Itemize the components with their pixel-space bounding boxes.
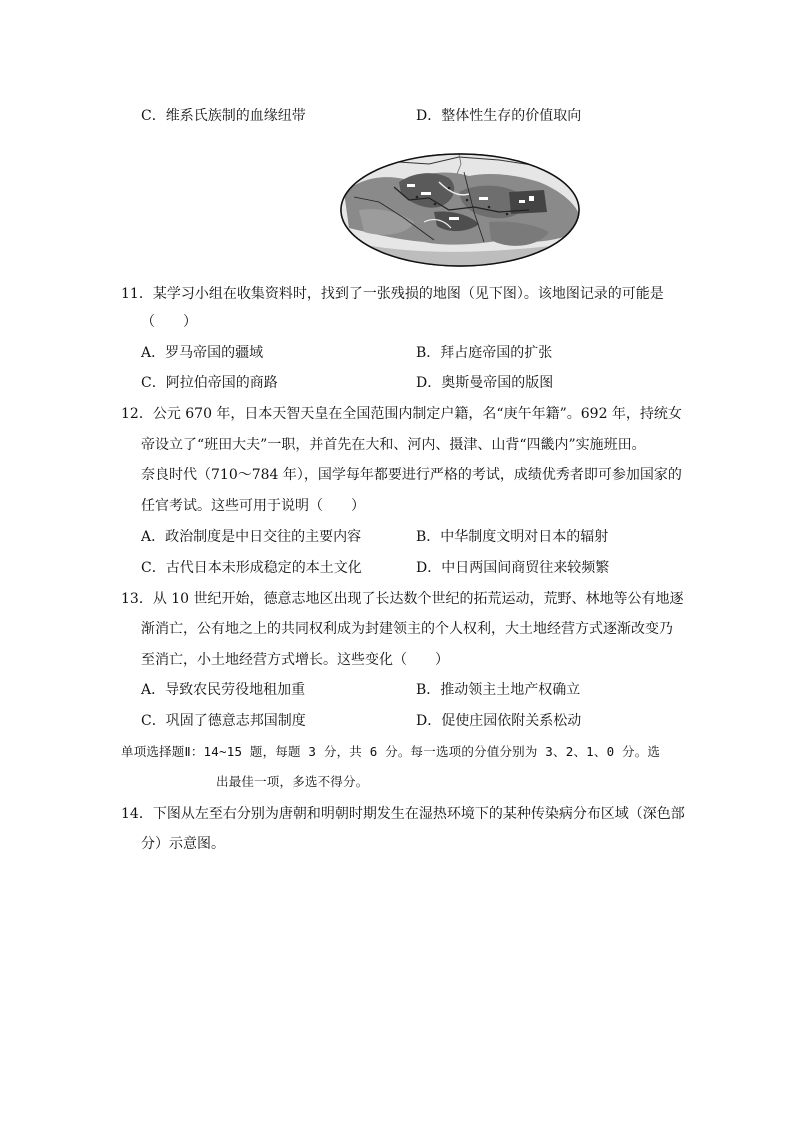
q12-option-c: C．古代日本未形成稳定的本土文化 bbox=[141, 560, 362, 576]
q12-option-b: B．中华制度文明对日本的辐射 bbox=[416, 529, 609, 545]
q10-option-d: D．整体性生存的价值取向 bbox=[416, 108, 582, 124]
q11-option-d: D．奥斯曼帝国的版图 bbox=[416, 375, 554, 391]
q14-stem-line-2: 分）示意图。 bbox=[141, 836, 225, 852]
q11-option-a: A．罗马帝国的疆域 bbox=[141, 345, 264, 361]
q12-option-d: D．中日两国间商贸往来较频繁 bbox=[416, 560, 610, 576]
q13-stem-line-3: 至消亡，小土地经营方式增长。这些变化（ ） bbox=[141, 652, 449, 668]
q13-option-b: B．推动领主土地产权确立 bbox=[416, 682, 581, 698]
q11-stem-line-2: （ ） bbox=[141, 314, 197, 330]
q12-stem-line-2: 帝设立了“班田大夫”一职，并首先在大和、河内、摄津、山背“四畿内”实施班田。 bbox=[141, 437, 646, 453]
q12-stem-line-1: 12．公元 670 年，日本天智天皇在全国范围内制定户籍，名“庚午年籍”。692 年，持统女 bbox=[121, 406, 682, 422]
q12-stem-line-3: 奈良时代（710～784 年），国学每年都要进行严格的考试，成绩优秀者即可参加国家的 bbox=[141, 467, 682, 483]
q10-option-c: C．维系氏族制的血缘纽带 bbox=[141, 108, 306, 124]
q11-stem-line-1: 11．某学习小组在收集资料时，找到了一张残损的地图（见下图）。该地图记录的可能是 bbox=[121, 286, 664, 302]
q13-option-a: A．导致农民劳役地租加重 bbox=[141, 682, 306, 698]
q14-stem-line-1: 14．下图从左至右分别为唐朝和明朝时期发生在湿热环境下的某种传染病分布区域（深色部 bbox=[121, 806, 685, 822]
q11-option-c: C．阿拉伯帝国的商路 bbox=[141, 375, 278, 391]
q13-stem-line-1: 13．从 10 世纪开始，德意志地区出现了长达数个世纪的拓荒运动，荒野、林地等公有地逐 bbox=[121, 591, 684, 607]
q13-option-d: D．促使庄园依附关系松动 bbox=[416, 713, 582, 729]
q12-stem-line-4: 任官考试。这些可用于说明（ ） bbox=[141, 498, 365, 514]
q11-option-b: B．拜占庭帝国的扩张 bbox=[416, 345, 553, 361]
q12-option-a: A．政治制度是中日交往的主要内容 bbox=[141, 529, 362, 545]
q13-option-c: C．巩固了德意志邦国制度 bbox=[141, 713, 306, 729]
section-instruction-line-2: 出最佳一项，多选不得分。 bbox=[216, 774, 369, 789]
section-instruction-line-1: 单项选择题Ⅱ：14~15 题，每题 3 分，共 6 分。每一选项的分值分别为 3、2、1、0 分。选 bbox=[121, 744, 661, 759]
q13-stem-line-2: 渐消亡，公有地之上的共同权利成为封建领主的个人权利，大土地经营方式逐渐改变乃 bbox=[141, 621, 673, 637]
damaged-map-figure bbox=[339, 152, 581, 268]
